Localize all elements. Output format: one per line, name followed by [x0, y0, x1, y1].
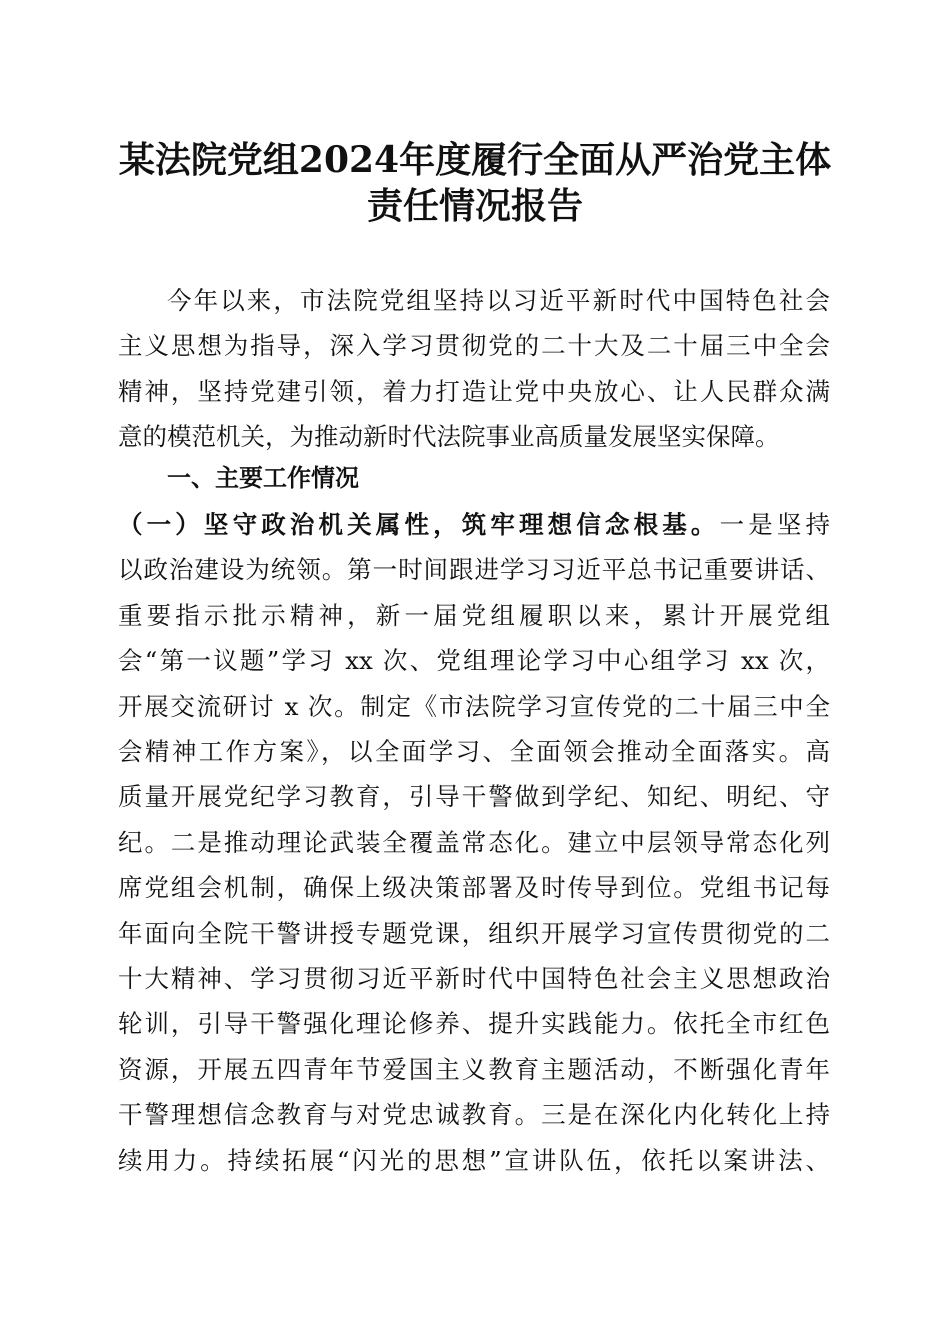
document-title-line-1: 某法院党组2024年度履行全面从严治党主体: [118, 139, 832, 181]
section-1-line: 纪。二是推动理论武装全覆盖常态化。建立中层领导常态化列: [118, 827, 830, 857]
intro-line: 主义思想为指导，深入学习贯彻党的二十大及二十届三中全会: [118, 331, 830, 361]
intro-line: 精神，坚持党建引领，着力打造让党中央放心、让人民群众满: [118, 376, 830, 406]
section-1-line: 重要指示批示精神，新一届党组履职以来，累计开展党组: [118, 600, 830, 630]
section-1-line: 开展交流研讨 x 次。制定《市法院学习宣传党的二十届三中全: [118, 691, 830, 721]
section-1-line-start: 一是坚持: [719, 510, 830, 539]
section-1-paragraph: [118, 502, 830, 1183]
section-1-line: 十大精神、学习贯彻习近平新时代中国特色社会主义思想政治: [118, 964, 830, 994]
intro-line: 意的模范机关，为推动新时代法院事业高质量发展坚实保障。: [118, 422, 780, 452]
section-1-line: 干警理想信念教育与对党忠诚教育。三是在深化内化转化上持: [118, 1100, 830, 1130]
intro-line: 今年以来，市法院党组坚持以习近平新时代中国特色社会: [167, 286, 830, 315]
section-1-line: 会“第一议题”学习 xx 次、党组理论学习中心组学习 xx 次，: [118, 646, 830, 676]
section-1-line: 席党组会机制，确保上级决策部署及时传导到位。党组书记每: [118, 873, 830, 903]
section-1-first-line: [118, 502, 830, 547]
section-1-line: 轮训，引导干警强化理论修养、提升实践能力。依托全市红色: [118, 1009, 830, 1039]
intro-paragraph: [118, 278, 830, 460]
section-1-lead-sentence: （一）坚守政治机关属性，筑牢理想信念根基。: [118, 510, 720, 539]
section-1-line: 年面向全院干警讲授专题党课，组织开展学习宣传贯彻党的二: [118, 918, 830, 948]
document-title-line-2: 责任情况报告: [366, 185, 583, 227]
section-1-line: 质量开展党纪学习教育，引导干警做到学纪、知纪、明纪、守: [118, 782, 830, 812]
section-1-line: 资源，开展五四青年节爱国主义教育主题活动，不断强化青年: [118, 1054, 830, 1084]
section-1-line: 续用力。持续拓展“闪光的思想”宣讲队伍，依托以案讲法、: [118, 1145, 830, 1175]
section-heading-main-work: 一、主要工作情况: [167, 464, 359, 492]
section-1-line: 会精神工作方案》，以全面学习、全面领会推动全面落实。高: [118, 737, 830, 767]
section-1-line: 以政治建设为统领。第一时间跟进学习习近平总书记重要讲话、: [118, 555, 830, 585]
